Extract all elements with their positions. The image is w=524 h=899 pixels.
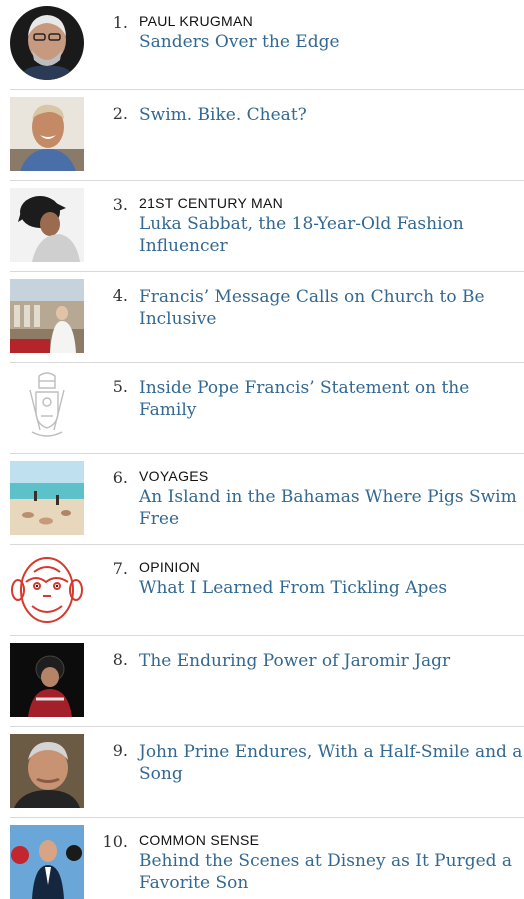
- rank-number: 10.: [102, 832, 128, 851]
- separator: [10, 271, 524, 272]
- rank-number: 5.: [112, 377, 128, 396]
- rank-number: 4.: [112, 286, 128, 305]
- rank-number: 6.: [112, 468, 128, 487]
- list-item: [10, 273, 524, 363]
- headline-link[interactable]: An Island in the Bahamas Where Pigs Swim Free: [139, 487, 517, 529]
- article-text: [139, 650, 524, 672]
- headline-link[interactable]: What I Learned From Tickling Apes: [139, 578, 448, 598]
- kicker: COMMON SENSE: [139, 832, 260, 848]
- article-text: [139, 741, 524, 785]
- rank-number: 9.: [112, 741, 128, 760]
- separator: [10, 635, 524, 636]
- pope-balcony-image[interactable]: [10, 279, 84, 353]
- article-text: [139, 104, 524, 126]
- papal-coat-of-arms-image[interactable]: [10, 370, 84, 444]
- headline-link[interactable]: Swim. Bike. Cheat?: [139, 105, 307, 125]
- rank-number: 7.: [112, 559, 128, 578]
- young-man-image[interactable]: [10, 188, 84, 262]
- kicker: OPINION: [139, 559, 201, 575]
- headline-link[interactable]: Sanders Over the Edge: [139, 32, 340, 52]
- separator: [10, 453, 524, 454]
- list-item: [10, 182, 524, 272]
- headline-link[interactable]: John Prine Endures, With a Half-Smile and a Song: [139, 742, 523, 784]
- smiling-athlete-image[interactable]: [10, 97, 84, 171]
- list-item: [10, 637, 524, 727]
- list-item: [10, 546, 524, 636]
- list-item: [10, 0, 524, 90]
- ape-face-illustration[interactable]: [10, 552, 84, 626]
- separator: [10, 544, 524, 545]
- article-text: [139, 832, 524, 894]
- article-text: [139, 286, 524, 330]
- list-item: [10, 728, 524, 818]
- separator: [10, 362, 524, 363]
- rank-number: 2.: [112, 104, 128, 123]
- headline-link[interactable]: The Enduring Power of Jaromir Jagr: [139, 651, 451, 671]
- headline-link[interactable]: Francis’ Message Calls on Church to Be Inclusive: [139, 287, 485, 329]
- article-text: [139, 559, 524, 599]
- separator: [10, 180, 524, 181]
- headline-link[interactable]: Inside Pope Francis’ Statement on the Family: [139, 378, 470, 420]
- article-text: [139, 468, 524, 530]
- list-item: [10, 455, 524, 545]
- kicker: PAUL KRUGMAN: [139, 13, 254, 29]
- rank-number: 3.: [112, 195, 128, 214]
- article-text: [139, 195, 524, 257]
- separator: [10, 89, 524, 90]
- list-item: [10, 91, 524, 181]
- separator: [10, 817, 524, 818]
- list-item: [10, 364, 524, 454]
- john-prine-image[interactable]: [10, 734, 84, 808]
- list-item: [10, 819, 524, 898]
- kicker: 21ST CENTURY MAN: [139, 195, 284, 211]
- rank-number: 1.: [112, 13, 128, 32]
- disney-executive-image[interactable]: [10, 825, 84, 899]
- beach-pigs-image[interactable]: [10, 461, 84, 535]
- kicker: VOYAGES: [139, 468, 209, 484]
- separator: [10, 726, 524, 727]
- krugman-portrait-image[interactable]: [10, 6, 84, 80]
- headline-link[interactable]: Behind the Scenes at Disney as It Purged a Favorite Son: [139, 851, 513, 893]
- headline-link[interactable]: Luka Sabbat, the 18-Year-Old Fashion Influencer: [139, 214, 464, 256]
- article-text: [139, 13, 524, 53]
- rank-number: 8.: [112, 650, 128, 669]
- article-text: [139, 377, 524, 421]
- hockey-player-image[interactable]: [10, 643, 84, 717]
